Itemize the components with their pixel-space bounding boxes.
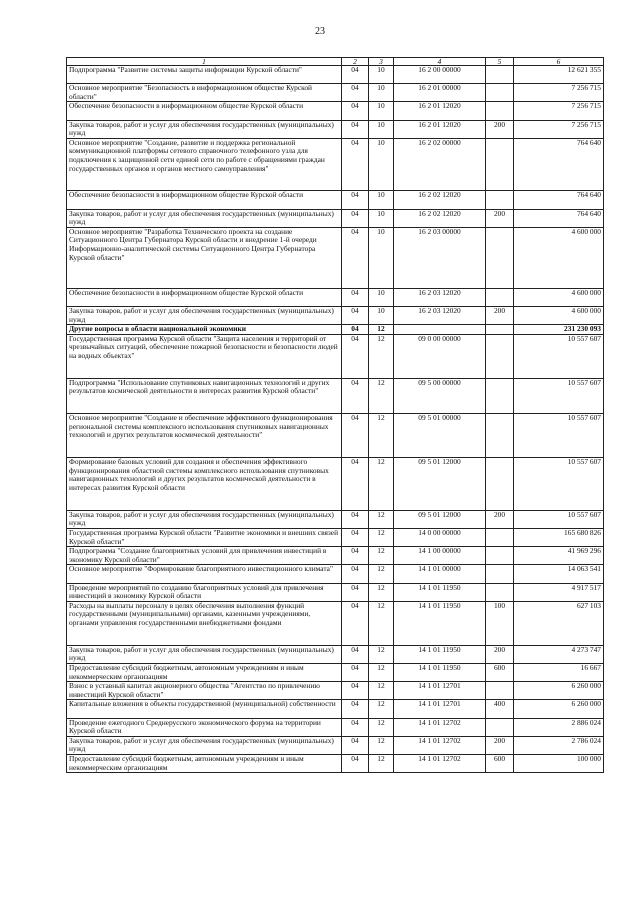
row-name-cell: Другие вопросы в области национальной экономики	[67, 325, 342, 335]
row-type-cell: 100	[486, 601, 514, 645]
row-subsection-cell: 12	[369, 663, 394, 681]
row-name-cell: Предоставление субсидий бюджетным, автономным учреждениям и иным некоммерческим организациям	[67, 663, 342, 681]
table-row	[67, 547, 604, 565]
table-row	[67, 191, 604, 209]
row-name-cell: Закупка товаров, работ и услуг для обеспечения государственных (муниципальных) нужд	[67, 209, 342, 227]
row-type-cell	[486, 84, 514, 102]
row-name-cell: Государственная программа Курской области "Защита населения и территорий от чрезвычайных ситуаций, обеспечение пожарной безопасности и безопасности людей на водных объектах"	[67, 334, 342, 378]
row-amount-cell: 6 260 000	[514, 682, 604, 700]
row-type-cell	[486, 227, 514, 288]
table-row	[67, 718, 604, 736]
table-row	[67, 209, 604, 227]
row-type-cell: 400	[486, 700, 514, 718]
row-subsection-cell: 12	[369, 754, 394, 772]
row-name-cell: Обеспечение безопасности в информационном обществе Курской области	[67, 102, 342, 120]
row-name-cell: Проведение мероприятий по созданию благоприятных условий для привлечения инвестиций в экономику Курской области	[67, 583, 342, 601]
row-code-cell: 14 1 01 12702	[394, 718, 486, 736]
row-name-cell: Закупка товаров, работ и услуг для обеспечения государственных (муниципальных) нужд	[67, 510, 342, 528]
row-amount-cell: 4 600 000	[514, 307, 604, 325]
table-row	[67, 227, 604, 288]
row-type-cell: 200	[486, 120, 514, 138]
table-row	[67, 583, 604, 601]
row-amount-cell: 7 256 715	[514, 120, 604, 138]
row-subsection-cell: 10	[369, 84, 394, 102]
row-name-cell: Государственная программа Курской области "Развитие экономики и внешних связей Курской области"	[67, 529, 342, 547]
row-name-cell: Основное мероприятие "Создание и обеспечение эффективного функционирования региональной системы комплексного использования спутниковых навигационных технологий и других результатов космической деятельности"	[67, 414, 342, 458]
table-row	[67, 288, 604, 306]
header-col-6: 6	[514, 58, 604, 66]
row-subsection-cell: 10	[369, 307, 394, 325]
row-code-cell: 14 1 01 11950	[394, 601, 486, 645]
row-subsection-cell: 10	[369, 138, 394, 191]
row-type-cell	[486, 565, 514, 583]
row-name-cell: Закупка товаров, работ и услуг для обеспечения государственных (муниципальных) нужд	[67, 307, 342, 325]
row-section-cell: 04	[342, 663, 369, 681]
row-section-cell: 04	[342, 227, 369, 288]
row-amount-cell: 7 256 715	[514, 102, 604, 120]
row-subsection-cell: 12	[369, 601, 394, 645]
row-type-cell	[486, 583, 514, 601]
row-subsection-cell: 12	[369, 458, 394, 511]
row-subsection-cell: 10	[369, 227, 394, 288]
table-row	[67, 138, 604, 191]
row-amount-cell: 7 256 715	[514, 84, 604, 102]
row-type-cell	[486, 547, 514, 565]
row-subsection-cell: 12	[369, 334, 394, 378]
table-body	[67, 66, 604, 773]
row-name-cell: Предоставление субсидий бюджетным, автономным учреждениям и иным некоммерческим организациям	[67, 754, 342, 772]
header-col-2: 2	[342, 58, 369, 66]
row-name-cell: Подпрограмма "Создание благоприятных условий для привлечения инвестиций в экономику Курской области"	[67, 547, 342, 565]
row-amount-cell: 12 621 355	[514, 66, 604, 84]
row-code-cell: 16 2 00 00000	[394, 66, 486, 84]
row-section-cell: 04	[342, 307, 369, 325]
row-name-cell: Расходы на выплаты персоналу в целях обеспечения выполнения функций государственными (муниципальными) органами, казенными учреждениями, органами управления государственными внебюджетными фондами	[67, 601, 342, 645]
row-type-cell: 600	[486, 754, 514, 772]
row-amount-cell: 14 063 541	[514, 565, 604, 583]
row-subsection-cell: 12	[369, 700, 394, 718]
row-section-cell: 04	[342, 378, 369, 413]
row-section-cell: 04	[342, 458, 369, 511]
row-amount-cell: 6 260 000	[514, 700, 604, 718]
row-amount-cell: 627 103	[514, 601, 604, 645]
row-type-cell	[486, 138, 514, 191]
row-code-cell: 14 1 01 11950	[394, 645, 486, 663]
table-row	[67, 120, 604, 138]
row-amount-cell: 10 557 607	[514, 510, 604, 528]
table-row	[67, 565, 604, 583]
row-amount-cell: 4 917 517	[514, 583, 604, 601]
table-header-row	[67, 58, 604, 66]
row-section-cell: 04	[342, 700, 369, 718]
row-code-cell: 09 5 01 12000	[394, 510, 486, 528]
row-section-cell: 04	[342, 583, 369, 601]
row-type-cell: 200	[486, 510, 514, 528]
row-section-cell: 04	[342, 414, 369, 458]
row-section-cell: 04	[342, 718, 369, 736]
row-subsection-cell: 12	[369, 325, 394, 335]
row-amount-cell: 10 557 607	[514, 334, 604, 378]
row-code-cell: 09 5 01 00000	[394, 414, 486, 458]
row-amount-cell: 10 557 607	[514, 414, 604, 458]
row-subsection-cell: 10	[369, 102, 394, 120]
row-section-cell: 04	[342, 120, 369, 138]
table-row	[67, 663, 604, 681]
table-row	[67, 510, 604, 528]
page-number: 23	[315, 26, 325, 37]
row-name-cell: Проведение ежегодного Среднерусского экономического форума на территории Курской области	[67, 718, 342, 736]
row-code-cell: 14 1 01 12701	[394, 682, 486, 700]
table-row	[67, 325, 604, 335]
row-subsection-cell: 12	[369, 547, 394, 565]
row-amount-cell: 764 640	[514, 138, 604, 191]
row-section-cell: 04	[342, 736, 369, 754]
row-subsection-cell: 10	[369, 66, 394, 84]
row-type-cell: 200	[486, 645, 514, 663]
row-section-cell: 04	[342, 645, 369, 663]
row-code-cell: 09 0 00 00000	[394, 334, 486, 378]
row-subsection-cell: 10	[369, 209, 394, 227]
row-subsection-cell: 12	[369, 583, 394, 601]
row-name-cell: Основное мероприятие "Безопасность в информационном обществе Курской области"	[67, 84, 342, 102]
row-amount-cell: 10 557 607	[514, 378, 604, 413]
row-code-cell: 16 2 03 00000	[394, 227, 486, 288]
row-section-cell: 04	[342, 84, 369, 102]
row-subsection-cell: 12	[369, 718, 394, 736]
row-subsection-cell: 10	[369, 288, 394, 306]
table-row	[67, 307, 604, 325]
row-code-cell: 16 2 01 12020	[394, 102, 486, 120]
row-code-cell: 09 5 01 12000	[394, 458, 486, 511]
row-type-cell: 200	[486, 307, 514, 325]
row-section-cell: 04	[342, 325, 369, 335]
table-row	[67, 458, 604, 511]
row-subsection-cell: 12	[369, 682, 394, 700]
row-code-cell: 16 2 03 12020	[394, 307, 486, 325]
table-row	[67, 529, 604, 547]
row-name-cell: Обеспечение безопасности в информационном обществе Курской области	[67, 288, 342, 306]
row-code-cell: 16 2 03 12020	[394, 288, 486, 306]
row-section-cell: 04	[342, 682, 369, 700]
table-row	[67, 700, 604, 718]
row-section-cell: 04	[342, 191, 369, 209]
row-type-cell	[486, 334, 514, 378]
row-name-cell: Формирование базовых условий для создания и обеспечения эффективного функционирования областной системы комплексного использования спутниковых навигационных технологий и других результатов космической деятельности в интересах развития Курской области	[67, 458, 342, 511]
row-code-cell: 14 1 01 11950	[394, 583, 486, 601]
row-code-cell	[394, 325, 486, 335]
row-amount-cell: 764 640	[514, 209, 604, 227]
row-code-cell: 16 2 02 12020	[394, 209, 486, 227]
row-code-cell: 14 1 01 12702	[394, 754, 486, 772]
row-type-cell	[486, 102, 514, 120]
row-subsection-cell: 12	[369, 565, 394, 583]
header-col-5: 5	[486, 58, 514, 66]
row-amount-cell: 16 667	[514, 663, 604, 681]
row-type-cell	[486, 414, 514, 458]
table-row	[67, 601, 604, 645]
row-code-cell: 16 2 02 12020	[394, 191, 486, 209]
header-col-3: 3	[369, 58, 394, 66]
header-col-1: 1	[67, 58, 342, 66]
row-subsection-cell: 10	[369, 191, 394, 209]
budget-table	[66, 57, 604, 773]
row-type-cell	[486, 191, 514, 209]
row-section-cell: 04	[342, 754, 369, 772]
row-name-cell: Подпрограмма "Развитие системы защиты информации Курской области"	[67, 66, 342, 84]
row-code-cell: 14 1 01 12702	[394, 736, 486, 754]
row-name-cell: Обеспечение безопасности в информационном обществе Курской области	[67, 191, 342, 209]
row-name-cell: Взнос в уставный капитал акционерного общества "Агентство по привлечению инвестиций Курской области"	[67, 682, 342, 700]
table-row	[67, 66, 604, 84]
row-amount-cell: 10 557 607	[514, 458, 604, 511]
row-section-cell: 04	[342, 510, 369, 528]
row-type-cell	[486, 378, 514, 413]
row-subsection-cell: 12	[369, 378, 394, 413]
row-type-cell: 200	[486, 209, 514, 227]
row-amount-cell: 4 600 000	[514, 227, 604, 288]
row-amount-cell: 165 680 826	[514, 529, 604, 547]
row-name-cell: Основное мероприятие "Создание, развитие и поддержка региональной коммуникационной платформы сетевого справочного телефонного узла для подключения к защищенной сети единой сети по работе с обращениями граждан государственных органов и органов местного самоуправления"	[67, 138, 342, 191]
row-amount-cell: 764 640	[514, 191, 604, 209]
row-amount-cell: 2 786 024	[514, 736, 604, 754]
row-subsection-cell: 12	[369, 736, 394, 754]
row-section-cell: 04	[342, 529, 369, 547]
table-row	[67, 682, 604, 700]
row-code-cell: 14 1 01 12701	[394, 700, 486, 718]
row-section-cell: 04	[342, 209, 369, 227]
row-amount-cell: 2 886 024	[514, 718, 604, 736]
row-subsection-cell: 12	[369, 645, 394, 663]
row-code-cell: 14 1 01 00000	[394, 565, 486, 583]
row-code-cell: 16 2 01 00000	[394, 84, 486, 102]
row-code-cell: 16 2 02 00000	[394, 138, 486, 191]
row-section-cell: 04	[342, 547, 369, 565]
table-row	[67, 84, 604, 102]
row-subsection-cell: 12	[369, 529, 394, 547]
row-name-cell: Закупка товаров, работ и услуг для обеспечения государственных (муниципальных) нужд	[67, 120, 342, 138]
header-col-4: 4	[394, 58, 486, 66]
row-code-cell: 14 1 00 00000	[394, 547, 486, 565]
row-amount-cell: 100 000	[514, 754, 604, 772]
table-row	[67, 645, 604, 663]
row-code-cell: 14 1 01 11950	[394, 663, 486, 681]
row-amount-cell: 4 273 747	[514, 645, 604, 663]
row-type-cell	[486, 682, 514, 700]
table-row	[67, 334, 604, 378]
row-section-cell: 04	[342, 138, 369, 191]
table-row	[67, 736, 604, 754]
row-name-cell: Закупка товаров, работ и услуг для обеспечения государственных (муниципальных) нужд	[67, 645, 342, 663]
row-name-cell: Основное мероприятие "Формирование благоприятного инвестиционного климата"	[67, 565, 342, 583]
row-section-cell: 04	[342, 288, 369, 306]
row-type-cell	[486, 529, 514, 547]
row-type-cell: 600	[486, 663, 514, 681]
row-subsection-cell: 10	[369, 120, 394, 138]
row-subsection-cell: 12	[369, 510, 394, 528]
row-section-cell: 04	[342, 102, 369, 120]
row-section-cell: 04	[342, 565, 369, 583]
table-row	[67, 102, 604, 120]
row-amount-cell: 41 969 296	[514, 547, 604, 565]
row-section-cell: 04	[342, 601, 369, 645]
row-type-cell	[486, 66, 514, 84]
row-section-cell: 04	[342, 334, 369, 378]
row-name-cell: Капитальные вложения в объекты государственной (муниципальной) собственности	[67, 700, 342, 718]
row-name-cell: Основное мероприятие "Разработка Технического проекта на создание Ситуационного Центра Губернатора Курской области и внедрение 1-й очереди Информационно-аналитической системы Ситуационного Центра Губернатора Курской области"	[67, 227, 342, 288]
row-code-cell: 16 2 01 12020	[394, 120, 486, 138]
row-code-cell: 14 0 00 00000	[394, 529, 486, 547]
row-amount-cell: 231 230 093	[514, 325, 604, 335]
row-type-cell	[486, 325, 514, 335]
row-subsection-cell: 12	[369, 414, 394, 458]
row-name-cell: Закупка товаров, работ и услуг для обеспечения государственных (муниципальных) нужд	[67, 736, 342, 754]
table-row	[67, 754, 604, 772]
row-code-cell: 09 5 00 00000	[394, 378, 486, 413]
row-section-cell: 04	[342, 66, 369, 84]
table-row	[67, 378, 604, 413]
row-type-cell	[486, 718, 514, 736]
row-type-cell: 200	[486, 736, 514, 754]
row-amount-cell: 4 600 000	[514, 288, 604, 306]
row-type-cell	[486, 458, 514, 511]
row-type-cell	[486, 288, 514, 306]
table-row	[67, 414, 604, 458]
row-name-cell: Подпрограмма "Использование спутниковых навигационных технологий и других результатов космической деятельности в интересах развития Курской области"	[67, 378, 342, 413]
